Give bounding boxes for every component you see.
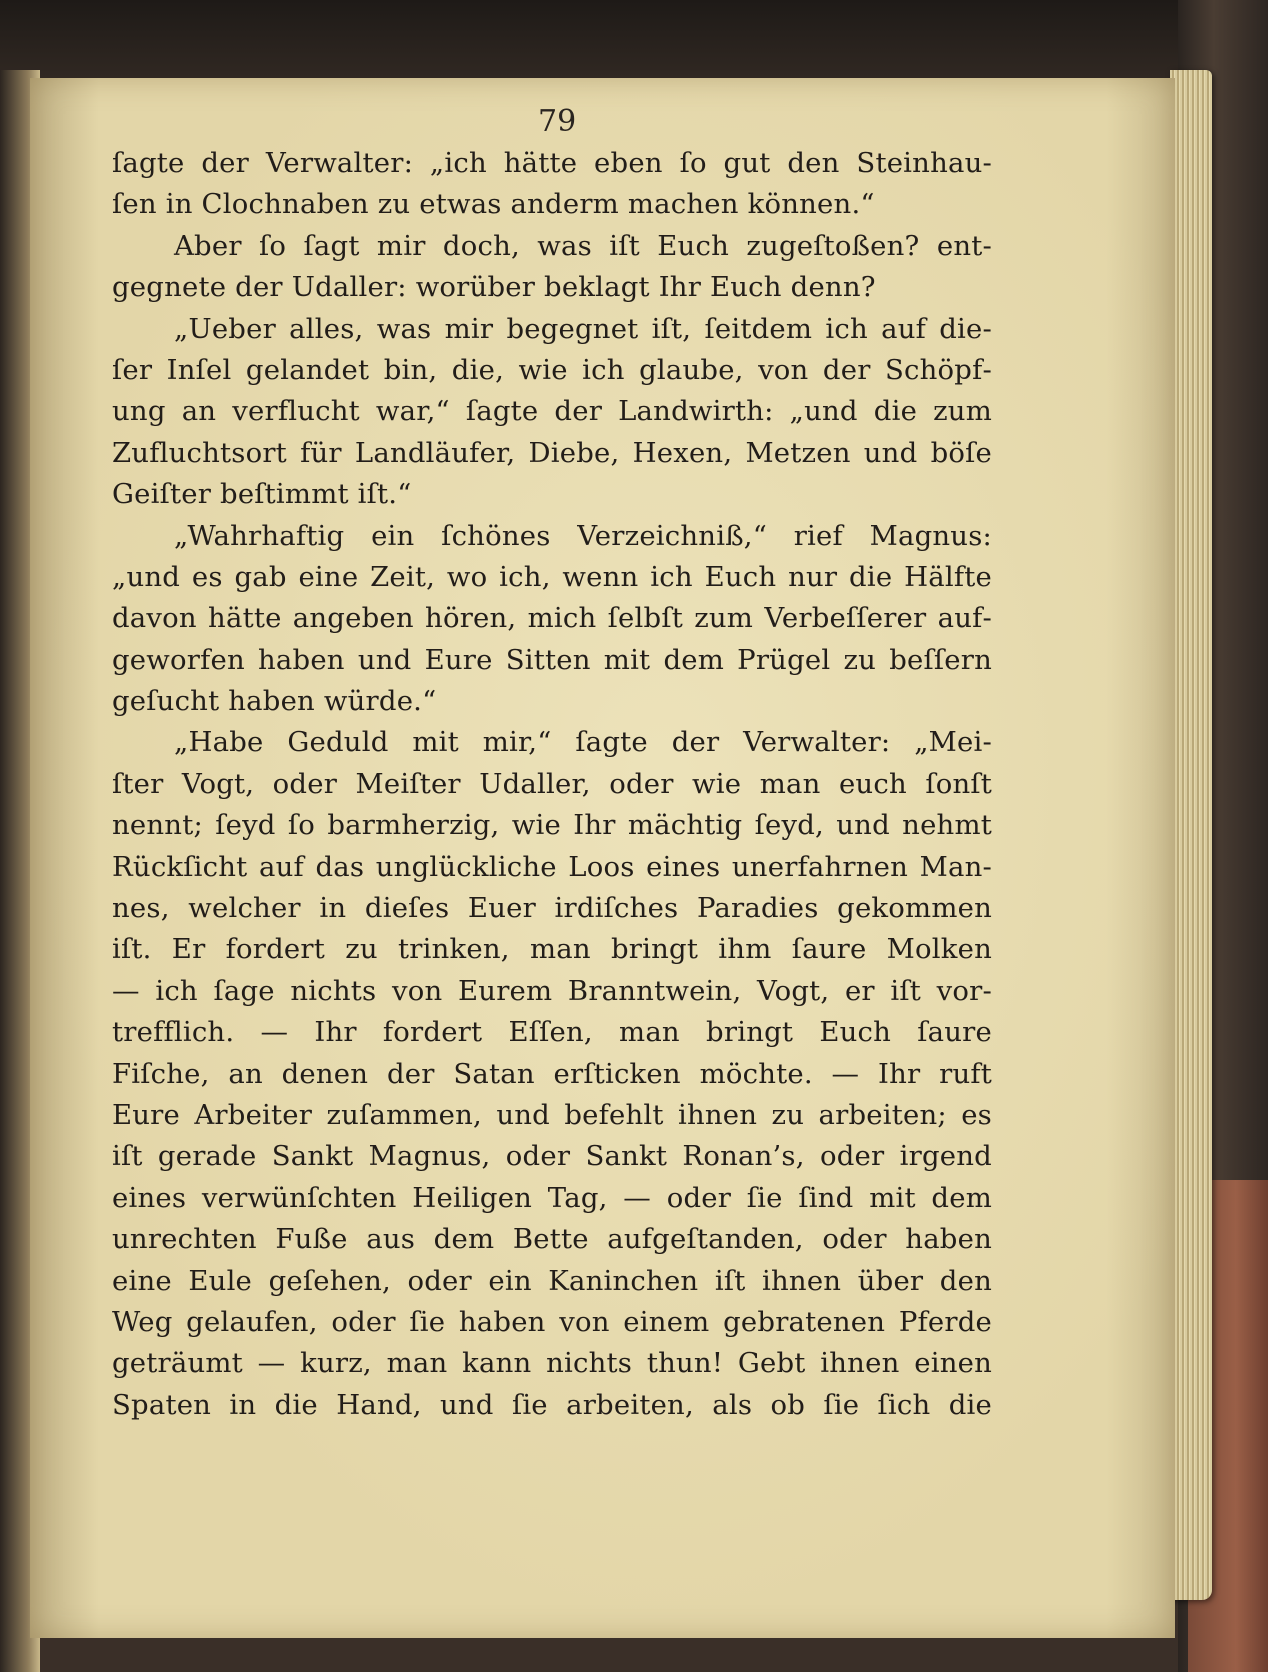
text-line: geträumt — kurz, man kann nichts thun! Gebt ihnen einen [112,1347,992,1380]
text-line: eine Eule geſehen, oder ein Kaninchen iſt ihnen über den [112,1264,992,1297]
text-line: Spaten in die Hand, und ſie arbeiten, als ob ſie ſich die [112,1388,992,1421]
text-line: Zufluchtsort für Landläufer, Diebe, Hexen, Metzen und böſe [112,436,992,469]
text-line: nes, welcher in dieſes Euer irdiſches Paradies gekommen [112,892,992,925]
text-line: iſt. Er fordert zu trinken, man bringt ihm ſaure Molken [112,933,992,966]
text-line: „Ueber alles, was mir begegnet iſt, ſeitdem ich auf die‐ [174,312,992,345]
text-line: „Habe Geduld mit mir,“ ſagte der Verwalter: „Mei‐ [174,726,992,759]
text-line: ſer Inſel gelandet bin, die, wie ich glaube, von der Schöpf‐ [112,353,992,386]
text-line: trefflich. — Ihr fordert Eſſen, man bringt Euch ſaure [112,1016,992,1049]
text-line: Geiſter beſtimmt iſt.“ [112,478,412,511]
text-line: geworfen haben und Eure Sitten mit dem Prügel zu beſſern [112,643,992,676]
text-line: iſt gerade Sankt Magnus, oder Sankt Ronan’s, oder irgend [112,1140,992,1173]
text-line: ſen in Clochnaben zu etwas anderm machen können.“ [112,188,875,221]
text-line: Fiſche, an denen der Satan erſticken möchte. — Ihr ruft [112,1057,992,1090]
text-line: geſucht haben würde.“ [112,685,437,718]
page-text [112,143,992,1426]
text-line: nennt; ſeyd ſo barmherzig, wie Ihr mächtig ſeyd, und nehmt [112,809,992,842]
text-line: ſagte der Verwalter: „ich hätte eben ſo gut den Steinhau‐ [112,147,992,179]
text-line: „und es gab eine Zeit, wo ich, wenn ich Euch nur die Hälfte [112,560,992,593]
text-line: unrechten Fuße aus dem Bette aufgeſtanden, oder haben [112,1223,992,1256]
text-line: — ich ſage nichts von Eurem Branntwein, Vogt, er iſt vor‐ [112,974,992,1007]
book-cover-top [0,0,1268,90]
page-number: 79 [538,104,577,139]
text-line: Aber ſo ſagt mir doch, was iſt Euch zugeſtoßen? ent‐ [174,229,992,262]
text-line: „Wahrhaftig ein ſchönes Verzeichniß,“ rief Magnus: [174,519,992,552]
text-line: ſter Vogt, oder Meiſter Udaller, oder wie man euch ſonſt [112,767,992,800]
text-line: ung an verflucht war,“ ſagte der Landwirth: „und die zum [112,395,992,428]
text-line: eines verwünſchten Heiligen Tag, — oder ſie ſind mit dem [112,1181,992,1214]
text-line: Weg gelaufen, oder ſie haben von einem gebratenen Pferde [112,1305,992,1338]
text-line: Rückſicht auf das unglückliche Loos eines unerfahrnen Man‐ [112,850,992,883]
text-line: gegnete der Udaller: worüber beklagt Ihr Euch denn? [112,271,876,304]
page-edges [1170,70,1212,1600]
text-line: davon hätte angeben hören, mich ſelbſt zum Verbeſſerer auf‐ [112,602,992,635]
text-line: Eure Arbeiter zuſammen, und befehlt ihnen zu arbeiten; es [112,1098,992,1131]
